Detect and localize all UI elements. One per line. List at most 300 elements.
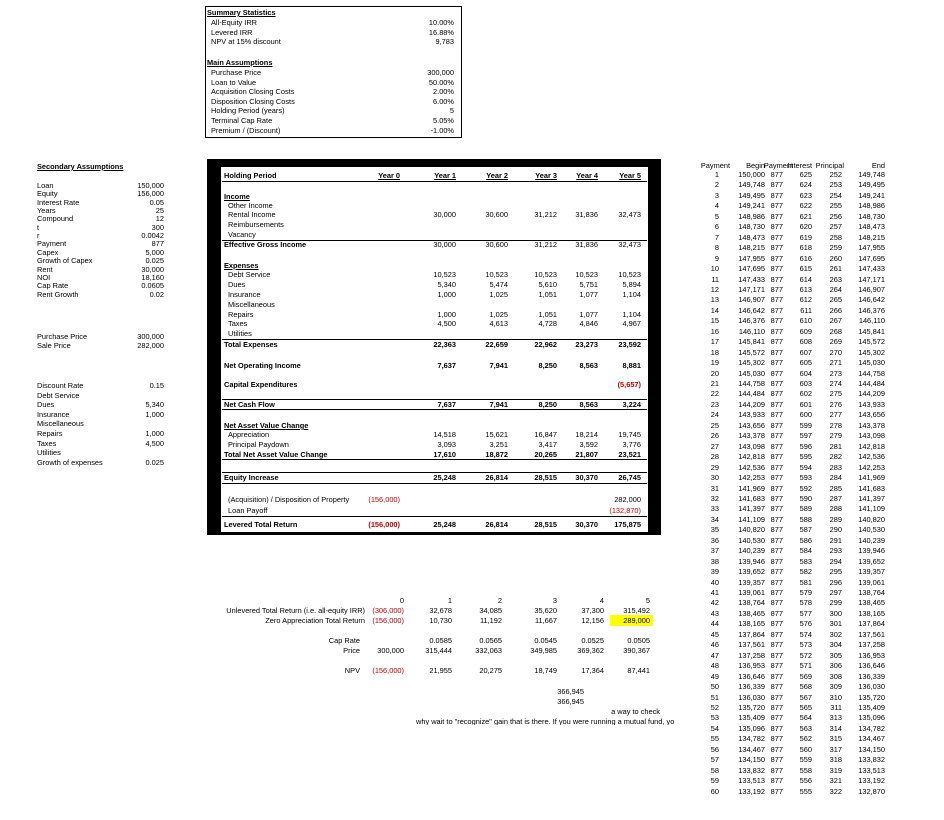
amort-interest: 614 xyxy=(799,274,812,284)
amort-interest: 620 xyxy=(799,222,812,232)
repairs-value: 1,077 xyxy=(579,310,598,319)
taxes-value: 4,728 xyxy=(538,319,557,328)
amort-interest: 558 xyxy=(799,765,812,775)
secondary-value: 5,000 xyxy=(145,247,164,257)
amort-payment-number: 29 xyxy=(710,462,719,472)
summary-label: Levered IRR xyxy=(211,27,253,37)
amort-payment: 877 xyxy=(770,347,783,357)
amort-principal: 285 xyxy=(829,483,842,493)
amort-interest: 619 xyxy=(799,232,812,242)
amort-begin: 141,969 xyxy=(738,483,765,493)
assumption-value: 2.00% xyxy=(433,87,454,97)
assumption-label: Purchase Price xyxy=(211,68,262,77)
appreciation-value: 18,214 xyxy=(575,430,598,439)
nav-total-value: 17,610 xyxy=(433,450,456,459)
repairs-value: 1,025 xyxy=(489,310,508,319)
amort-payment: 877 xyxy=(770,682,783,692)
amort-principal: 258 xyxy=(829,232,842,242)
amort-end: 136,953 xyxy=(858,650,885,660)
cap-rate-value: 0.0565 xyxy=(479,636,502,645)
amort-principal: 318 xyxy=(829,755,842,765)
debt-service-value: 10,523 xyxy=(485,270,508,279)
amort-begin: 145,030 xyxy=(738,368,765,378)
levered-total-value: 175,875 xyxy=(614,520,641,529)
amort-principal: 252 xyxy=(829,170,842,179)
unlevered-value: 35,620 xyxy=(534,606,557,615)
ncf-value: 3,224 xyxy=(622,400,641,409)
acq-disp-y5: 282,000 xyxy=(614,495,641,504)
paydown-value: 3,417 xyxy=(538,440,557,449)
header-payment: Payment xyxy=(763,161,793,170)
amort-begin: 146,376 xyxy=(738,316,765,326)
egi-value: 30,000 xyxy=(433,240,456,249)
amort-begin: 136,953 xyxy=(738,661,765,671)
amort-payment-number: 43 xyxy=(710,608,719,618)
amort-begin: 140,820 xyxy=(738,525,765,535)
amort-payment: 877 xyxy=(770,640,783,650)
amort-interest: 579 xyxy=(799,588,812,597)
secondary-value: 282,000 xyxy=(137,340,164,350)
lower-col-header: 4 xyxy=(599,596,604,605)
amort-interest: 612 xyxy=(799,295,812,305)
year-header: Year 1 xyxy=(434,171,456,180)
header-payment-number: Payment xyxy=(700,161,730,170)
secondary-label: Purchase Price xyxy=(37,332,88,341)
amort-begin: 135,096 xyxy=(738,723,765,733)
secondary-value: 0.0042 xyxy=(141,231,164,241)
header-end: End xyxy=(871,161,885,170)
amort-payment-number: 9 xyxy=(714,253,719,263)
ncf-value: 7,941 xyxy=(489,400,508,409)
lower-col-header: 5 xyxy=(645,596,650,605)
amort-begin: 143,098 xyxy=(738,441,765,451)
summary-value: 16.88% xyxy=(428,27,454,37)
income-title: Income xyxy=(224,192,250,201)
amort-interest: 601 xyxy=(799,399,812,409)
amort-end: 133,832 xyxy=(858,755,885,765)
zero-app-label: Zero Appreciation Total Return xyxy=(265,616,365,625)
amort-begin: 137,258 xyxy=(738,650,765,660)
amort-payment-number: 28 xyxy=(710,452,719,462)
amort-end: 147,695 xyxy=(858,253,885,263)
amort-end: 147,955 xyxy=(858,243,885,253)
nav-total-value: 23,521 xyxy=(618,450,641,459)
holding-period-label: Holding Period xyxy=(224,171,277,180)
capex-label: Capital Expenditures xyxy=(224,380,298,389)
zero-app-value: (156,000) xyxy=(372,616,404,625)
nav-total-label: Total Net Asset Value Change xyxy=(224,450,328,459)
debt-service-value: 10,523 xyxy=(433,270,456,279)
amort-end: 143,656 xyxy=(858,410,885,420)
price-value: 332,063 xyxy=(475,646,502,655)
appreciation-value: 16,847 xyxy=(534,430,557,439)
secondary-label: Capex xyxy=(37,247,59,257)
amort-begin: 148,730 xyxy=(738,222,765,232)
secondary-value: 4,500 xyxy=(145,438,164,448)
amort-end: 148,473 xyxy=(858,222,885,232)
amort-payment: 877 xyxy=(770,514,783,524)
amort-principal: 306 xyxy=(829,661,842,671)
amort-interest: 564 xyxy=(799,713,812,723)
dues-label: Dues xyxy=(228,280,246,289)
debt-service-label: Debt Service xyxy=(228,270,271,279)
amort-payment: 877 xyxy=(770,588,783,597)
amort-begin: 133,832 xyxy=(738,765,765,775)
amort-payment: 877 xyxy=(770,201,783,211)
total-expenses-value: 22,659 xyxy=(485,340,508,349)
amort-begin: 141,109 xyxy=(738,514,765,524)
amort-begin: 147,955 xyxy=(738,253,765,263)
secondary-value: 0.025 xyxy=(145,256,164,266)
secondary-value: 150,000 xyxy=(137,181,164,190)
amort-end: 139,357 xyxy=(858,567,885,577)
amort-payment: 877 xyxy=(770,650,783,660)
amort-interest: 600 xyxy=(799,410,812,420)
amort-begin: 139,061 xyxy=(738,588,765,597)
taxes-label: Taxes xyxy=(228,319,248,328)
amort-interest: 594 xyxy=(799,462,812,472)
amort-payment: 877 xyxy=(770,232,783,242)
amort-payment: 877 xyxy=(770,389,783,399)
levered-total-value: 26,814 xyxy=(485,520,508,529)
amort-payment: 877 xyxy=(770,546,783,556)
amort-principal: 294 xyxy=(829,556,842,566)
amort-interest: 584 xyxy=(799,546,812,556)
amort-end: 143,378 xyxy=(858,420,885,430)
amort-end: 139,061 xyxy=(858,577,885,587)
amort-principal: 283 xyxy=(829,462,842,472)
amort-principal: 299 xyxy=(829,598,842,608)
levered-total-value: 28,515 xyxy=(534,520,557,529)
amort-payment-number: 47 xyxy=(710,650,719,660)
amort-begin: 149,748 xyxy=(738,180,765,190)
amort-interest: 562 xyxy=(799,734,812,744)
amort-begin: 140,530 xyxy=(738,535,765,545)
amort-payment-number: 15 xyxy=(710,316,719,326)
amort-principal: 293 xyxy=(829,546,842,556)
insurance-value: 1,000 xyxy=(437,290,456,299)
loan-payoff-label: Loan Payoff xyxy=(228,506,268,515)
secondary-label: Compound xyxy=(37,214,74,224)
amort-payment-number: 4 xyxy=(714,201,719,211)
utilities-label: Utilities xyxy=(228,329,252,338)
appreciation-label: Appreciation xyxy=(228,430,270,439)
amort-end: 135,096 xyxy=(858,713,885,723)
price-value: 390,367 xyxy=(623,646,650,655)
price-value: 315,444 xyxy=(425,646,452,655)
secondary-label: Insurance xyxy=(37,409,70,419)
amort-payment: 877 xyxy=(770,483,783,493)
amort-principal: 282 xyxy=(829,452,842,462)
amort-end: 141,969 xyxy=(858,473,885,483)
amort-payment: 877 xyxy=(770,253,783,263)
ncf-rule-bottom xyxy=(222,409,647,410)
amort-payment: 877 xyxy=(770,368,783,378)
lower-col-header: 0 xyxy=(399,596,404,605)
amort-interest: 576 xyxy=(799,619,812,629)
amort-payment-number: 32 xyxy=(710,493,719,503)
header-rule xyxy=(222,181,647,182)
amort-principal: 301 xyxy=(829,619,842,629)
amort-payment-number: 24 xyxy=(710,410,719,420)
amort-payment: 877 xyxy=(770,567,783,577)
amort-interest: 586 xyxy=(799,535,812,545)
taxes-value: 4,500 xyxy=(437,319,456,328)
year-header: Year 0 xyxy=(378,171,400,180)
amort-begin: 142,818 xyxy=(738,452,765,462)
year-header: Year 2 xyxy=(486,171,508,180)
price-value: 369,362 xyxy=(577,646,604,655)
secondary-label: Years xyxy=(37,206,56,216)
amort-begin: 145,302 xyxy=(738,358,765,368)
rental-income-value: 30,600 xyxy=(485,210,508,219)
amort-interest: 589 xyxy=(799,504,812,514)
dues-value: 5,894 xyxy=(622,280,641,289)
summary-label: NPV at 15% discount xyxy=(211,37,281,47)
amort-interest: 624 xyxy=(799,180,812,190)
amort-interest: 582 xyxy=(799,567,812,577)
amort-end: 142,818 xyxy=(858,441,885,451)
amort-payment-number: 37 xyxy=(710,546,719,556)
debt-service-value: 10,523 xyxy=(618,270,641,279)
amort-interest: 583 xyxy=(799,556,812,566)
amort-interest: 559 xyxy=(799,755,812,765)
amort-interest: 556 xyxy=(799,776,812,786)
nav-total-value: 20,265 xyxy=(534,450,557,459)
year-header: Year 5 xyxy=(619,171,641,180)
amort-principal: 257 xyxy=(829,222,842,232)
amort-interest: 623 xyxy=(799,190,812,200)
amort-begin: 138,165 xyxy=(738,619,765,629)
amort-end: 136,646 xyxy=(858,661,885,671)
amort-principal: 284 xyxy=(829,473,842,483)
amort-end: 140,239 xyxy=(858,535,885,545)
amort-payment-number: 55 xyxy=(710,734,719,744)
amort-payment: 877 xyxy=(770,577,783,587)
amort-principal: 297 xyxy=(829,588,842,597)
secondary-label: Taxes xyxy=(37,438,57,448)
amort-end: 146,376 xyxy=(858,305,885,315)
amort-interest: 574 xyxy=(799,629,812,639)
amort-end: 137,864 xyxy=(858,619,885,629)
unlevered-value: 32,678 xyxy=(429,606,452,615)
amort-payment-number: 50 xyxy=(710,682,719,692)
price-label: Price xyxy=(343,646,360,655)
amort-payment: 877 xyxy=(770,723,783,733)
total-expenses-value: 23,592 xyxy=(618,340,641,349)
appreciation-value: 14,518 xyxy=(433,430,456,439)
amort-end: 148,215 xyxy=(858,232,885,242)
nav-total-value: 21,807 xyxy=(575,450,598,459)
miscellaneous-label: Miscellaneous xyxy=(228,300,275,309)
secondary-label: Growth of expenses xyxy=(37,457,103,467)
secondary-value: 5,340 xyxy=(145,400,164,410)
amort-payment-number: 54 xyxy=(710,723,719,733)
noi-label: Net Operating Income xyxy=(224,361,301,370)
secondary-label: NOI xyxy=(37,272,51,282)
amort-begin: 148,986 xyxy=(738,211,765,221)
amort-end: 149,495 xyxy=(858,180,885,190)
amort-interest: 618 xyxy=(799,243,812,253)
amort-interest: 560 xyxy=(799,744,812,754)
noi-value: 7,941 xyxy=(489,361,508,370)
secondary-value: 12 xyxy=(155,214,164,224)
paydown-label: Principal Paydown xyxy=(228,440,289,449)
repairs-value: 1,000 xyxy=(437,310,456,319)
amort-interest: 571 xyxy=(799,661,812,671)
secondary-label: Payment xyxy=(37,239,67,249)
check-value-1: 366,945 xyxy=(557,687,584,696)
amort-payment: 877 xyxy=(770,243,783,253)
taxes-value: 4,846 xyxy=(579,319,598,328)
secondary-value: 0.05 xyxy=(149,197,164,207)
amort-payment-number: 13 xyxy=(710,295,719,305)
check-note: a way to check xyxy=(611,707,660,716)
amort-interest: 603 xyxy=(799,379,812,388)
amort-end: 134,150 xyxy=(858,744,885,754)
amort-end: 146,642 xyxy=(858,295,885,305)
summary-label: All-Equity IRR xyxy=(211,18,257,27)
amort-principal: 278 xyxy=(829,420,842,430)
amort-principal: 255 xyxy=(829,201,842,211)
ncf-value: 7,637 xyxy=(437,400,456,409)
secondary-label: Debt Service xyxy=(37,390,80,400)
amort-principal: 253 xyxy=(829,180,842,190)
amort-payment: 877 xyxy=(770,608,783,618)
secondary-value: 25 xyxy=(155,206,164,216)
amort-end: 148,730 xyxy=(858,211,885,221)
amort-payment: 877 xyxy=(770,535,783,545)
amort-payment-number: 23 xyxy=(710,399,719,409)
dues-value: 5,474 xyxy=(489,280,508,289)
equity-increase-value: 26,814 xyxy=(485,473,508,482)
amort-interest: 610 xyxy=(799,316,812,326)
amort-principal: 273 xyxy=(829,368,842,378)
amort-end: 139,946 xyxy=(858,546,885,556)
amort-payment: 877 xyxy=(770,702,783,712)
equity-increase-value: 30,370 xyxy=(575,473,598,482)
amort-begin: 136,030 xyxy=(738,692,765,702)
amort-end: 145,841 xyxy=(858,326,885,336)
cap-rate-value: 0.0505 xyxy=(627,636,650,645)
insurance-label: Insurance xyxy=(228,290,261,299)
amort-payment: 877 xyxy=(770,222,783,232)
amort-principal: 276 xyxy=(829,399,842,409)
secondary-value: 300,000 xyxy=(137,332,164,341)
header-begin: Begin xyxy=(746,161,765,170)
summary-title: Summary Statistics xyxy=(207,8,276,17)
amort-principal: 302 xyxy=(829,629,842,639)
unlevered-value: (306,000) xyxy=(372,606,404,615)
amort-payment-number: 41 xyxy=(710,588,719,597)
amort-payment-number: 35 xyxy=(710,525,719,535)
egi-label: Effective Gross Income xyxy=(224,240,307,249)
rental-income-value: 31,212 xyxy=(534,210,557,219)
amort-payment: 877 xyxy=(770,358,783,368)
secondary-label: Discount Rate xyxy=(37,381,84,390)
amort-end: 136,339 xyxy=(858,671,885,681)
amort-principal: 270 xyxy=(829,347,842,357)
insurance-value: 1,051 xyxy=(538,290,557,299)
amort-payment: 877 xyxy=(770,671,783,681)
amort-payment: 877 xyxy=(770,692,783,702)
amort-principal: 264 xyxy=(829,284,842,294)
amort-principal: 300 xyxy=(829,608,842,618)
amort-begin: 133,513 xyxy=(738,776,765,786)
levered-rule xyxy=(222,516,647,517)
amort-begin: 146,907 xyxy=(738,295,765,305)
amort-interest: 563 xyxy=(799,723,812,733)
assumption-label: Terminal Cap Rate xyxy=(211,116,273,125)
secondary-value: 0.02 xyxy=(149,289,164,299)
secondary-label: Equity xyxy=(37,189,58,199)
check-value-2: 366,945 xyxy=(557,697,584,706)
amort-payment-number: 20 xyxy=(710,368,719,378)
npv-value: 17,364 xyxy=(581,666,604,675)
summary-value: 10.00% xyxy=(428,18,454,27)
year-header: Year 4 xyxy=(576,171,598,180)
amort-payment-number: 59 xyxy=(710,776,719,786)
amort-payment: 877 xyxy=(770,420,783,430)
amort-begin: 139,946 xyxy=(738,556,765,566)
amort-payment-number: 53 xyxy=(710,713,719,723)
amort-interest: 565 xyxy=(799,702,812,712)
secondary-label: Utilities xyxy=(37,448,61,458)
amort-begin: 140,239 xyxy=(738,546,765,556)
amort-interest: 616 xyxy=(799,253,812,263)
amort-begin: 134,782 xyxy=(738,734,765,744)
amort-interest: 615 xyxy=(799,264,812,274)
amort-principal: 314 xyxy=(829,723,842,733)
amort-interest: 573 xyxy=(799,640,812,650)
secondary-label: Rent Growth xyxy=(37,289,79,299)
equity-increase-value: 28,515 xyxy=(534,473,557,482)
secondary-value: 0.0605 xyxy=(141,281,164,291)
amort-end: 146,907 xyxy=(858,284,885,294)
amort-end: 145,302 xyxy=(858,347,885,357)
total-expenses-value: 22,962 xyxy=(534,340,557,349)
amort-payment: 877 xyxy=(770,452,783,462)
amort-payment: 877 xyxy=(770,211,783,221)
amort-principal: 268 xyxy=(829,326,842,336)
amort-payment: 877 xyxy=(770,713,783,723)
amort-end: 132,870 xyxy=(858,786,885,796)
cap-rate-value: 0.0525 xyxy=(581,636,604,645)
amort-end: 148,986 xyxy=(858,201,885,211)
amort-end: 144,484 xyxy=(858,379,885,388)
amort-payment-number: 38 xyxy=(710,556,719,566)
amort-end: 138,465 xyxy=(858,598,885,608)
insurance-value: 1,077 xyxy=(579,290,598,299)
lower-col-header: 1 xyxy=(447,596,452,605)
debt-service-value: 10,523 xyxy=(534,270,557,279)
amort-payment-number: 51 xyxy=(710,692,719,702)
amort-payment: 877 xyxy=(770,326,783,336)
acq-disp-y0: (156,000) xyxy=(368,495,400,504)
amort-payment: 877 xyxy=(770,629,783,639)
amort-payment: 877 xyxy=(770,305,783,315)
amort-interest: 621 xyxy=(799,211,812,221)
amort-principal: 315 xyxy=(829,734,842,744)
expenses-title: Expenses xyxy=(224,261,259,270)
unlevered-label: Unlevered Total Return (i.e. all-equity IRR) xyxy=(226,606,365,615)
amort-principal: 259 xyxy=(829,243,842,253)
secondary-value: 0.15 xyxy=(149,381,164,390)
amort-begin: 133,192 xyxy=(738,786,765,796)
amort-begin: 143,933 xyxy=(738,410,765,420)
amort-principal: 308 xyxy=(829,671,842,681)
summary-value: 9,783 xyxy=(435,37,454,47)
